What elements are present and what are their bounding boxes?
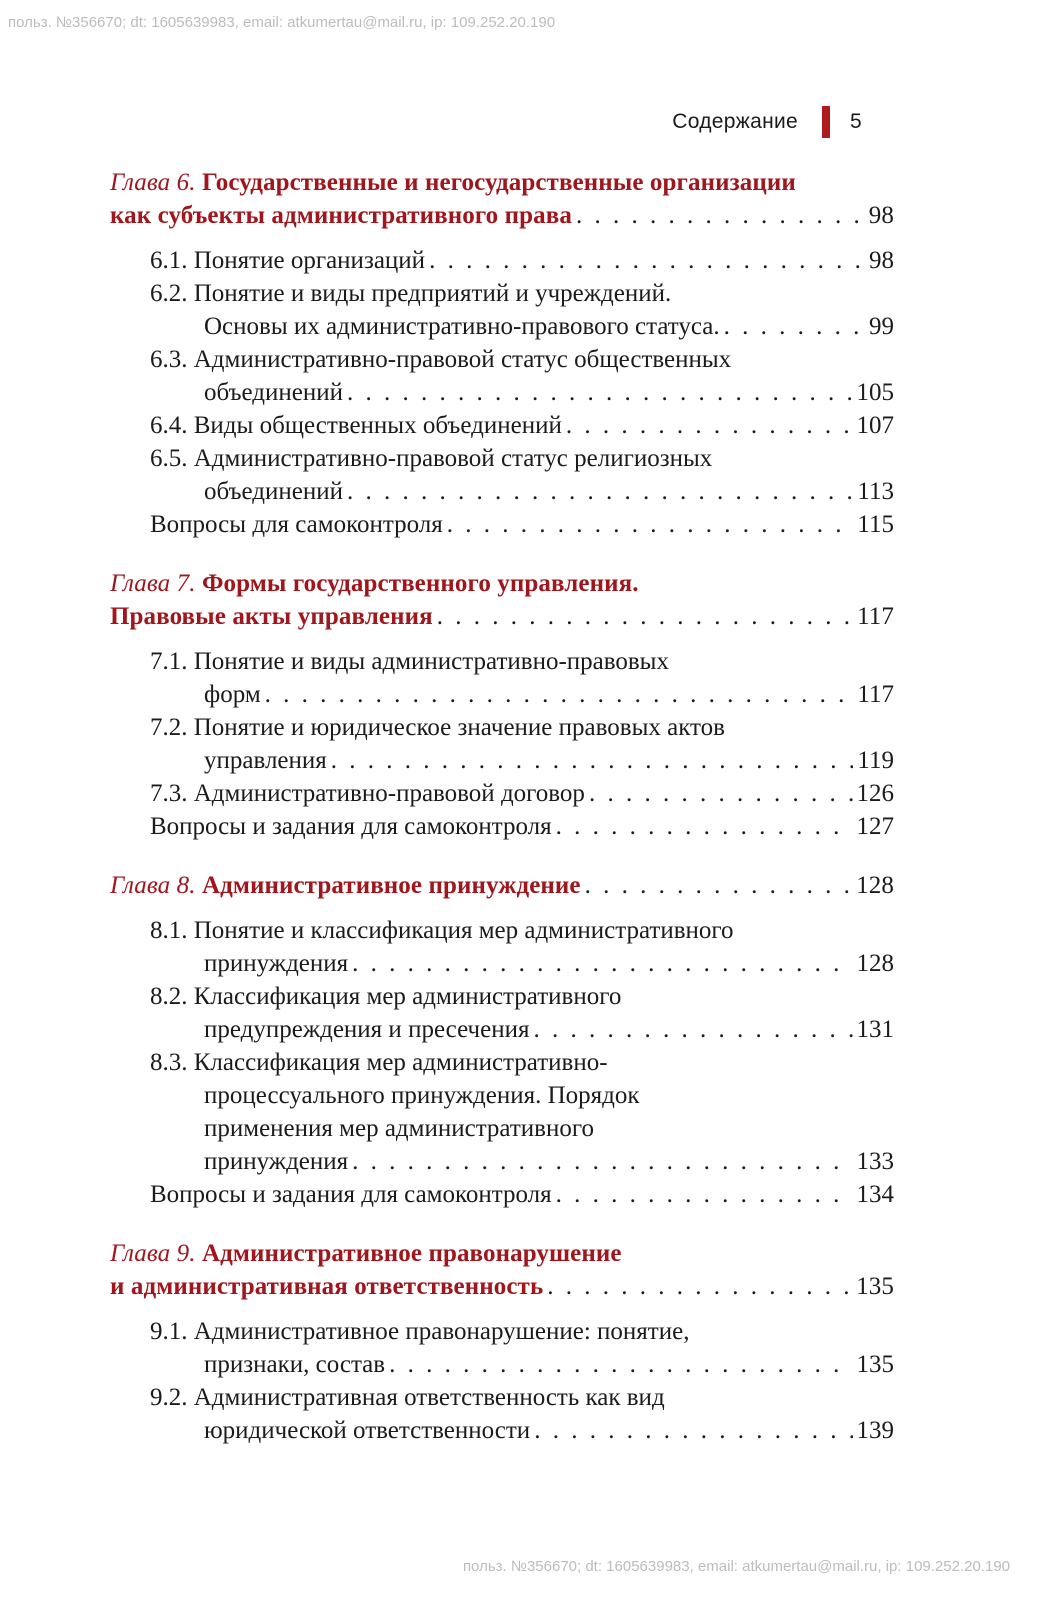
toc-entry	[110, 343, 894, 409]
entry-page: 113	[857, 478, 894, 505]
toc-entry	[110, 914, 894, 980]
toc-entry	[110, 645, 894, 711]
leader-dots	[724, 310, 865, 343]
toc-entry	[110, 409, 894, 442]
chapter-7	[110, 567, 894, 843]
entry-title: 6.5. Административно-правовой статус религиозных	[150, 445, 713, 472]
chapter-title	[110, 869, 894, 902]
entry-title: 6.2. Понятие и виды предприятий и учреждений.	[150, 280, 672, 307]
leader-dots	[556, 1178, 853, 1211]
table-of-contents	[110, 166, 894, 1473]
toc-entry	[110, 810, 894, 843]
entry-title: 9.1. Административное правонарушение: понятие,	[150, 1318, 690, 1345]
entry-title-cont: предупреждения и пресечения	[204, 1016, 530, 1043]
entry-page: 105	[856, 379, 894, 406]
chapter-title-line2: Административное принуждение	[201, 872, 581, 899]
chapter-page: 117	[857, 603, 894, 630]
leader-dots	[534, 1414, 852, 1447]
chapter-title-line2: и административная ответственность	[110, 1273, 544, 1300]
entry-title-cont: принуждения	[204, 1148, 349, 1175]
chapter-title-line2: как субъекты административного права	[110, 202, 572, 229]
chapter-label: Глава 7.	[110, 570, 196, 597]
leader-dots	[347, 376, 852, 409]
entry-page: 139	[856, 1417, 894, 1444]
chapter-title-line2: Правовые акты управления	[110, 603, 433, 630]
chapter-label: Глава 8.	[110, 872, 196, 899]
entry-title: Вопросы и задания для самоконтроля	[150, 813, 552, 840]
entry-title-cont: Основы их административно-правового статуса.	[204, 313, 720, 340]
leader-dots	[265, 678, 854, 711]
leader-dots	[576, 199, 865, 232]
chapter-label: Глава 6.	[110, 169, 196, 196]
chapter-title-line1: Административное правонарушение	[201, 1240, 622, 1267]
leader-dots	[331, 744, 854, 777]
page-number: 5	[850, 110, 862, 133]
entry-title: Вопросы для самоконтроля	[150, 511, 443, 538]
toc-entry	[110, 1178, 894, 1211]
watermark-top: польз. №356670; dt: 1605639983, email: atkumertau@mail.ru, ip: 109.252.20.190	[8, 14, 556, 31]
entry-title: 7.3. Административно-правовой договор	[150, 780, 585, 807]
entry-title: 6.1. Понятие организаций	[150, 247, 426, 274]
leader-dots	[437, 600, 853, 633]
entry-title: Вопросы и задания для самоконтроля	[150, 1181, 552, 1208]
entry-page: 128	[856, 950, 894, 977]
toc-entry	[110, 980, 894, 1046]
chapter-title	[110, 1237, 894, 1303]
leader-dots	[352, 1145, 852, 1178]
toc-entry	[110, 711, 894, 777]
chapter-title	[110, 166, 894, 232]
entry-title-cont: процессуального принуждения. Порядок	[204, 1082, 640, 1109]
toc-entry	[110, 244, 894, 277]
entry-title: 6.4. Виды общественных объединений	[150, 412, 562, 439]
entry-title: 9.2. Административная ответственность как вид	[150, 1384, 665, 1411]
chapter-title	[110, 567, 894, 633]
leader-dots	[556, 810, 853, 843]
entry-title: 7.1. Понятие и виды административно-правовых	[150, 648, 669, 675]
entry-title-cont: форм	[204, 681, 261, 708]
chapter-title-line1: Формы государственного управления.	[201, 570, 639, 597]
entry-title: 6.3. Административно-правовой статус общественных	[150, 346, 732, 373]
chapter-8	[110, 869, 894, 1211]
entry-page: 107	[856, 412, 894, 439]
entry-title-cont: управления	[204, 747, 327, 774]
entry-title-cont: юридической ответственности	[204, 1417, 531, 1444]
leader-dots	[533, 1013, 852, 1046]
entry-page: 99	[869, 313, 894, 340]
leader-dots	[585, 869, 853, 902]
entry-title-cont: объединений	[204, 379, 344, 406]
leader-dots	[389, 1348, 852, 1381]
toc-entry	[110, 277, 894, 343]
entry-page: 117	[857, 681, 894, 708]
running-head	[0, 106, 900, 140]
chapter-title-line1: Государственные и негосударственные организации	[201, 169, 796, 196]
chapter-page: 135	[856, 1273, 894, 1300]
chapter-page: 128	[856, 872, 894, 899]
entry-title-cont: объединений	[204, 478, 344, 505]
leader-dots	[447, 508, 854, 541]
entry-page: 115	[857, 511, 894, 538]
leader-dots	[347, 475, 853, 508]
entry-title-cont: применения мер административного	[204, 1115, 594, 1142]
entry-page: 126	[856, 780, 894, 807]
leader-dots	[547, 1270, 852, 1303]
toc-entry	[110, 777, 894, 810]
entry-page: 133	[856, 1148, 894, 1175]
entry-page: 119	[857, 747, 894, 774]
leader-dots	[352, 947, 852, 980]
entry-page: 134	[856, 1181, 894, 1208]
entry-title: 8.1. Понятие и классификация мер административного	[150, 917, 734, 944]
toc-entry	[110, 1315, 894, 1381]
running-head-accent-bar	[822, 106, 830, 138]
entry-title-cont: признаки, состав	[204, 1351, 386, 1378]
entry-title: 7.2. Понятие и юридическое значение правовых актов	[150, 714, 725, 741]
entry-title: 8.3. Классификация мер административно-	[150, 1049, 608, 1076]
entry-page: 135	[856, 1351, 894, 1378]
leader-dots	[566, 409, 853, 442]
chapter-page: 98	[868, 202, 894, 229]
entry-page: 127	[856, 813, 894, 840]
entry-title-cont: принуждения	[204, 950, 349, 977]
running-head-title: Содержание	[672, 110, 798, 133]
toc-entry	[110, 1381, 894, 1447]
leader-dots	[589, 777, 853, 810]
leader-dots	[429, 244, 865, 277]
chapter-6	[110, 166, 894, 541]
entry-page: 131	[856, 1016, 894, 1043]
toc-entry	[110, 442, 894, 508]
chapter-label: Глава 9.	[110, 1240, 196, 1267]
entry-title: 8.2. Классификация мер административного	[150, 983, 622, 1010]
toc-entry	[110, 1046, 894, 1178]
watermark-bottom: польз. №356670; dt: 1605639983, email: atkumertau@mail.ru, ip: 109.252.20.190	[462, 1558, 1010, 1575]
toc-entry	[110, 508, 894, 541]
chapter-9	[110, 1237, 894, 1447]
entry-page: 98	[869, 247, 894, 274]
